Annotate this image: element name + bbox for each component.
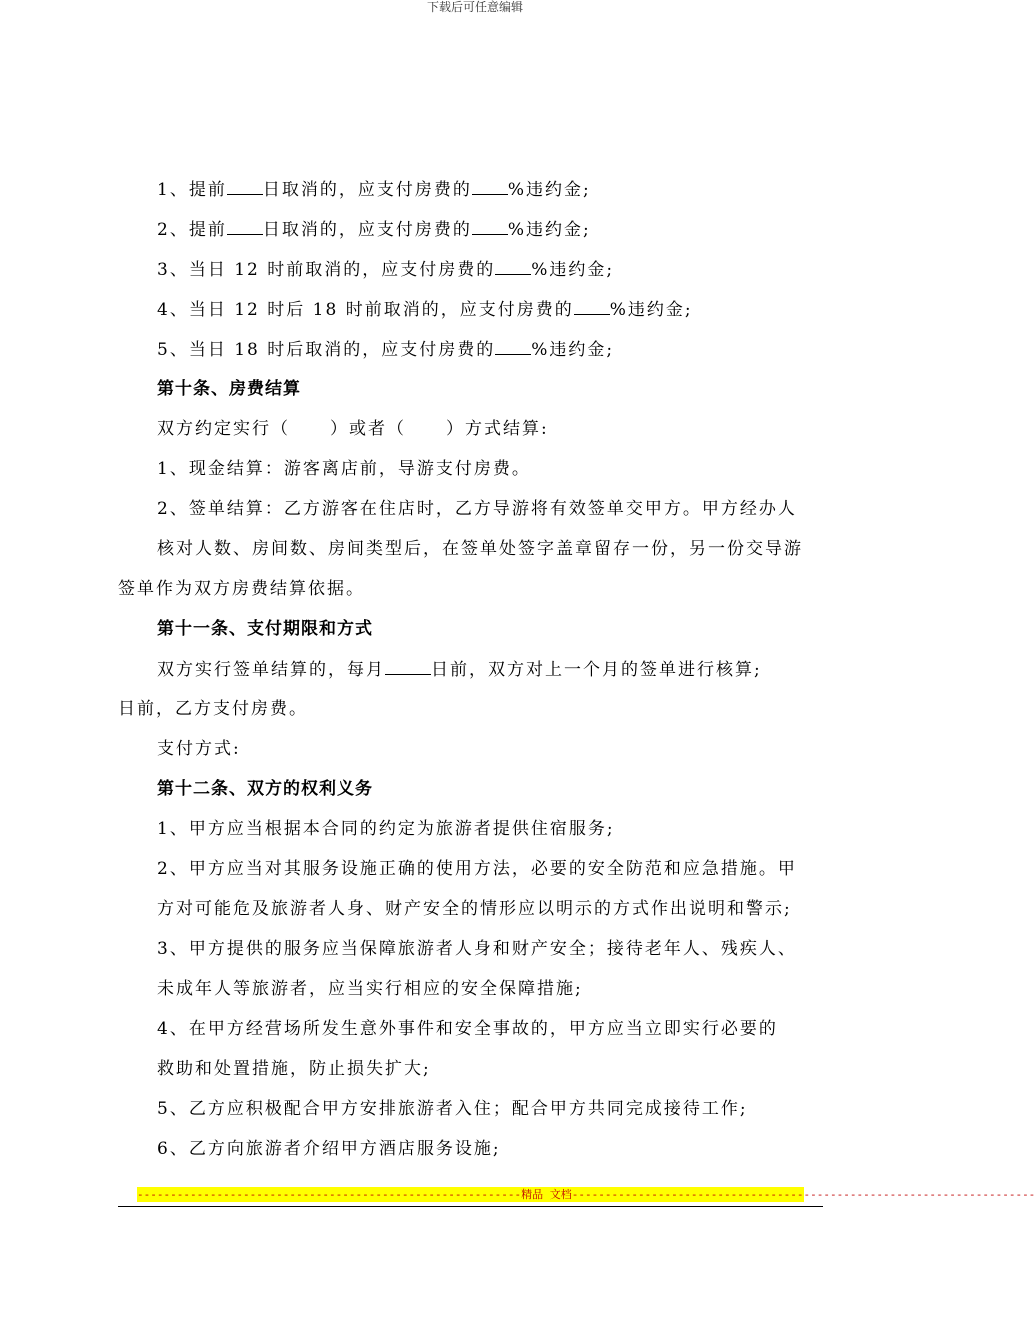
- text: %违约金;: [609, 300, 693, 320]
- text: 2、提前: [157, 220, 227, 240]
- blank-percent: [495, 258, 531, 275]
- download-note: 下载后可任意编辑: [426, 0, 523, 14]
- text: %违约金;: [531, 340, 615, 360]
- text: 4、当日 12 时后 18 时前取消的，应支付房费的: [157, 300, 574, 320]
- blank-day: [385, 658, 431, 675]
- blank-percent: [495, 338, 531, 355]
- blank-days: [227, 178, 263, 195]
- payment-line-2: 日前，乙方支付房费。: [118, 699, 308, 719]
- rights-line-8: 5、乙方应积极配合甲方安排旅游者入住；配合甲方共同完成接待工作;: [157, 1099, 748, 1119]
- settlement-choice-line: [157, 418, 549, 440]
- text: 双方实行签单结算的，每月: [157, 660, 385, 680]
- clause-line-5: [157, 338, 614, 361]
- text: %违约金;: [507, 220, 591, 240]
- payment-line-1: [157, 658, 762, 681]
- rights-line-6: 4、在甲方经营场所发生意外事件和安全事故的，甲方应当立即实行必要的: [157, 1019, 778, 1039]
- text: 日取消的，应支付房费的: [262, 220, 472, 240]
- rights-line-4: 3、甲方提供的服务应当保障旅游者人身和财产安全；接待老年人、残疾人、: [157, 939, 797, 959]
- text: %违约金;: [531, 260, 615, 280]
- heading-article-11: 第十一条、支付期限和方式: [157, 619, 373, 639]
- clause-line-1: [157, 178, 591, 201]
- text: 5、当日 18 时后取消的，应支付房费的: [157, 340, 496, 360]
- settlement-sign-3: 签单作为双方房费结算依据。: [118, 579, 365, 599]
- clause-line-3: [157, 258, 614, 281]
- text: ）方式结算:: [446, 419, 549, 439]
- heading-article-12: 第十二条、双方的权利义务: [157, 779, 373, 799]
- text: %违约金;: [507, 180, 591, 200]
- rights-line-7: 救助和处置措施，防止损失扩大;: [157, 1059, 431, 1079]
- text: 日前，双方对上一个月的签单进行核算;: [431, 660, 762, 680]
- settlement-sign-2: 核对人数、房间数、房间类型后，在签单处签字盖章留存一份，另一份交导游: [157, 539, 803, 559]
- text: 日取消的，应支付房费的: [262, 180, 472, 200]
- payment-method: 支付方式:: [157, 739, 241, 759]
- heading-article-10: 第十条、房费结算: [157, 379, 301, 399]
- footer-banner: ----------------------------------------------------------精品 文档----------------------------------------------------------------------: [137, 1188, 1035, 1201]
- text: 1、提前: [157, 180, 227, 200]
- rights-line-2: 2、甲方应当对其服务设施正确的使用方法，必要的安全防范和应急措施。甲: [157, 859, 797, 879]
- settlement-sign-1: 2、签单结算：乙方游客在住店时，乙方导游将有效签单交甲方。甲方经办人: [157, 499, 797, 519]
- settlement-cash: 1、现金结算：游客离店前，导游支付房费。: [157, 459, 531, 479]
- text: 双方约定实行（: [157, 419, 290, 439]
- clause-line-2: [157, 218, 591, 241]
- clause-line-4: [157, 298, 693, 321]
- text: ）或者（: [330, 419, 406, 439]
- rights-line-9: 6、乙方向旅游者介绍甲方酒店服务设施;: [157, 1139, 501, 1159]
- rights-line-1: 1、甲方应当根据本合同的约定为旅游者提供住宿服务;: [157, 819, 615, 839]
- rights-line-5: 未成年人等旅游者，应当实行相应的安全保障措施;: [157, 979, 583, 999]
- rights-line-3: 方对可能危及旅游者人身、财产安全的情形应以明示的方式作出说明和警示;: [157, 899, 792, 919]
- blank-days: [227, 218, 263, 235]
- blank-percent: [472, 178, 508, 195]
- blank-percent: [574, 298, 610, 315]
- blank-percent: [472, 218, 508, 235]
- footer-divider: [118, 1206, 823, 1207]
- text: 3、当日 12 时前取消的，应支付房费的: [157, 260, 496, 280]
